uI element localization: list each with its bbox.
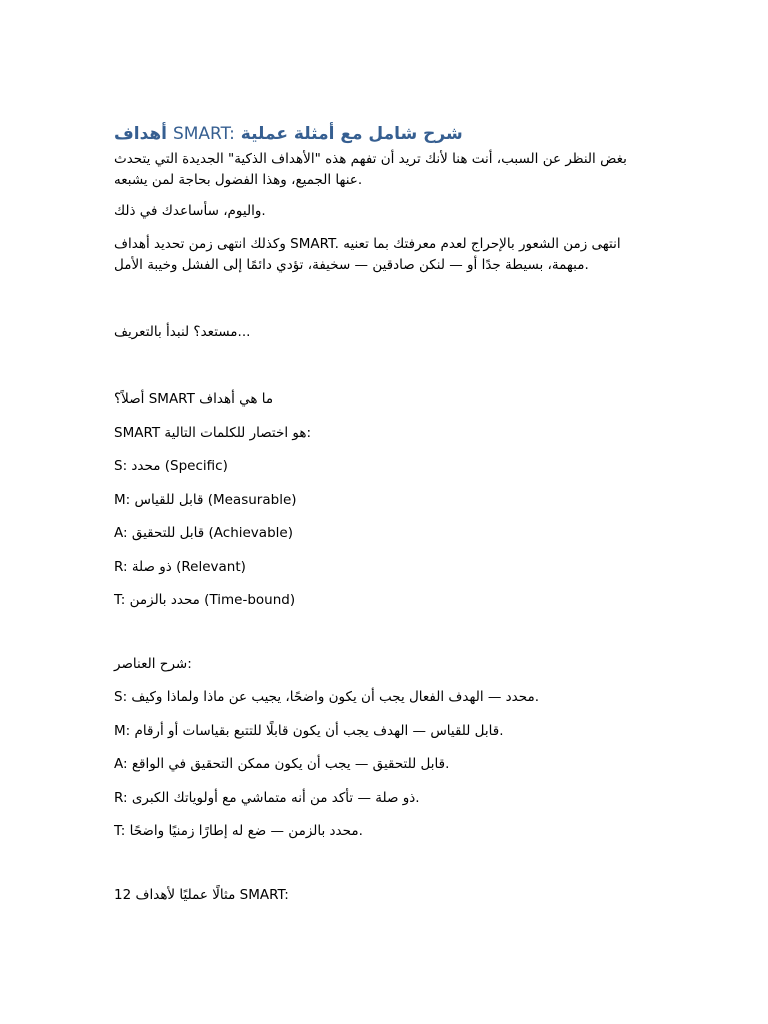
title-rest: شرح شامل مع أمثلة عملية xyxy=(240,124,463,144)
intro-paragraph xyxy=(114,149,642,191)
acronym-item-m: M: قابل للقياس (Measurable) xyxy=(114,491,297,508)
acronym-item-s: S: محدد (Specific) xyxy=(114,458,228,474)
spacer xyxy=(114,288,642,322)
examples-heading: 12 مثالًا عمليًا لأهداف SMART: xyxy=(114,886,289,903)
document-title xyxy=(114,120,642,148)
title-latin: SMART: xyxy=(172,124,235,144)
explain-item-a: A: قابل للتحقيق — يجب أن يكون ممكن التحقيق في الواقع. xyxy=(114,756,450,772)
context-line: مبهمة، بسيطة جدًا أو — لنكن صادقين — سخيفة، تؤدي دائمًا إلى الفشل وخيبة الأمل. xyxy=(114,257,589,273)
explain-item-m: M: قابل للقياس — الهدف يجب أن يكون قابلًا للتتبع بقياسات أو أرقام. xyxy=(114,722,504,739)
spacer xyxy=(114,355,642,389)
title-prefix: أهداف xyxy=(114,124,168,144)
explain-heading: شرح العناصر: xyxy=(114,655,192,672)
acronym-item-t: T: محدد بالزمن (Time-bound) xyxy=(114,592,296,608)
spacer xyxy=(114,624,642,654)
spacer xyxy=(114,855,642,885)
explain-item-s: S: محدد — الهدف الفعال يجب أن يكون واضحًا، يجيب عن ماذا ولماذا وكيف. xyxy=(114,689,540,705)
acronym-item-a: A: قابل للتحقيق (Achievable) xyxy=(114,525,293,541)
help-line: واليوم، سأساعدك في ذلك. xyxy=(114,203,266,219)
explain-item-t: T: محدد بالزمن — ضع له إطارًا زمنيًا واضحًا. xyxy=(114,823,363,839)
acronym-item-r: R: ذو صلة (Relevant) xyxy=(114,558,246,575)
context-line: وكذلك انتهى زمن تحديد أهداف SMART. انتهى زمن الشعور بالإحراج لعدم معرفتك بما تعنيه xyxy=(114,236,621,252)
acronym-intro: SMART هو اختصار للكلمات التالية: xyxy=(114,424,312,441)
explain-item-r: R: ذو صلة — تأكد من أنه متماشي مع أولوياتك الكبرى. xyxy=(114,789,420,806)
document-page xyxy=(114,120,642,918)
ready-line: مستعد؟ لنبدأ بالتعريف... xyxy=(114,324,251,340)
intro-line: بغض النظر عن السبب، أنت هنا لأنك تريد أن تفهم هذه "الأهداف الذكية" الجديدة التي يتحدث xyxy=(114,151,627,167)
intro-line: عنها الجميع، وهذا الفضول بحاجة لمن يشبعه. xyxy=(114,172,363,188)
what-is-line: أصلاً؟ SMART ما هي أهداف xyxy=(114,391,274,407)
context-paragraph xyxy=(114,234,642,276)
